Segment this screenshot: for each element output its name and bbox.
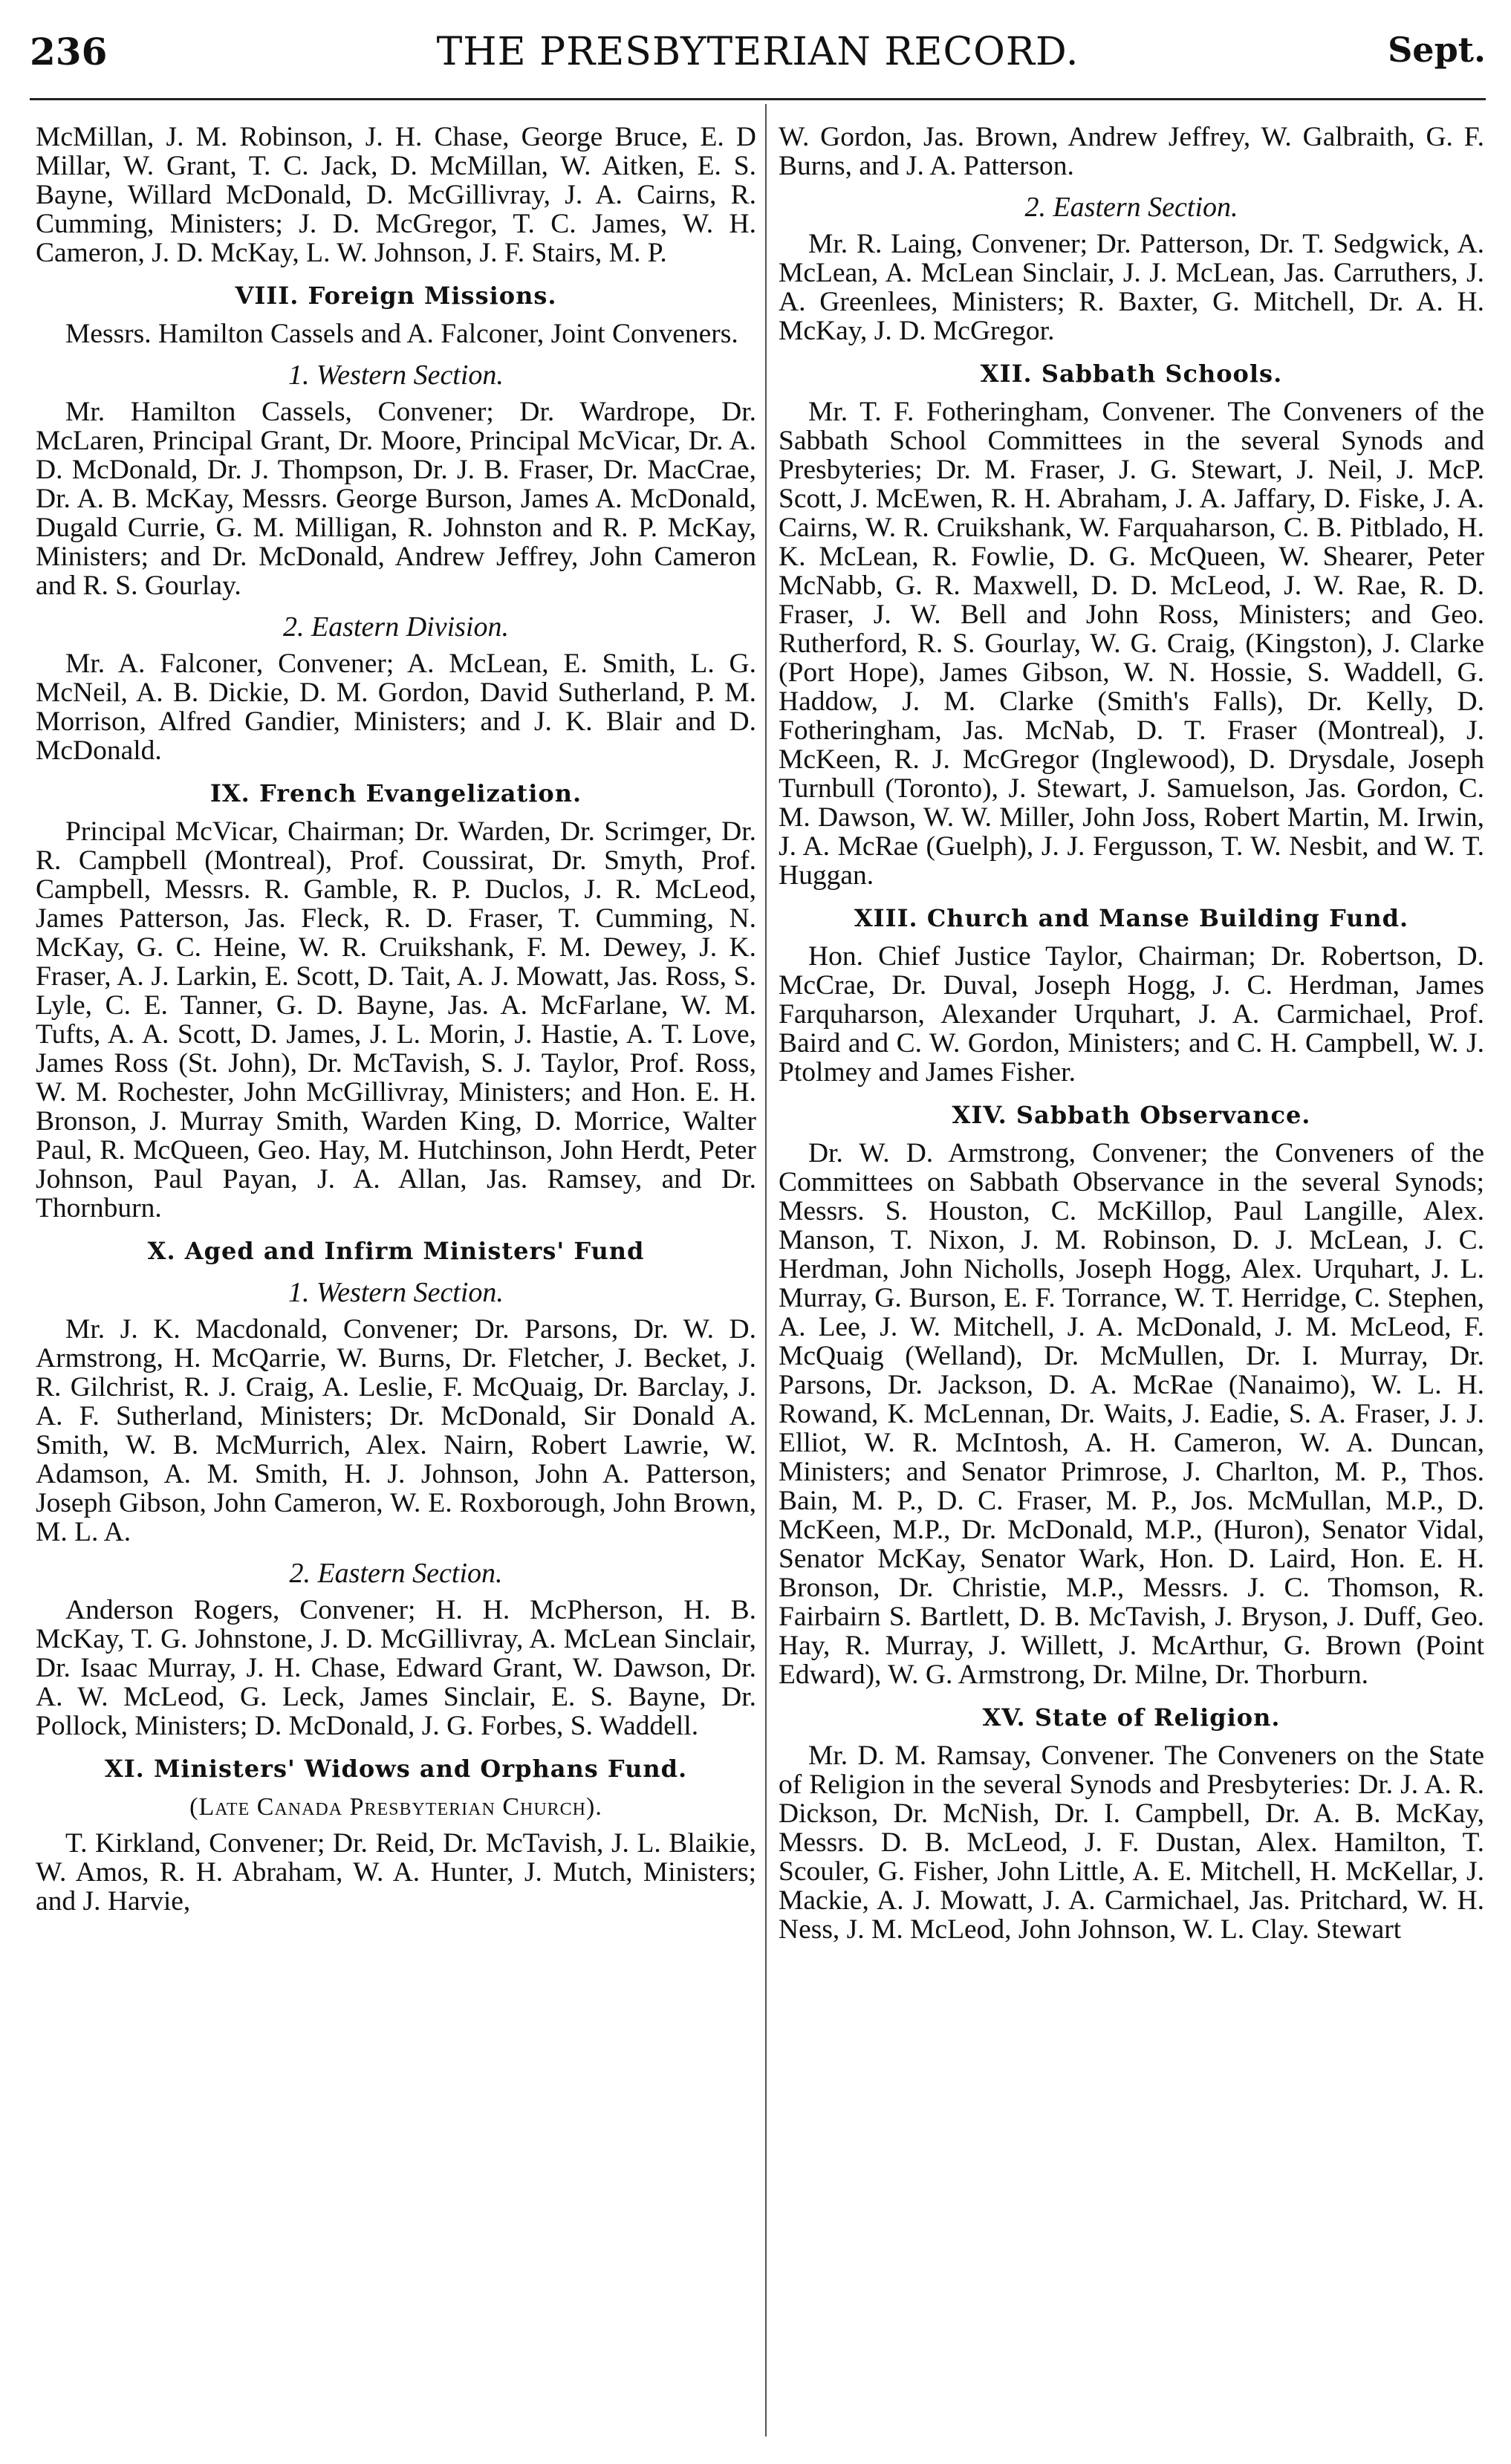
column-divider xyxy=(765,104,767,2437)
section-heading-aged-infirm-fund: X. Aged and Infirm Ministers' Fund xyxy=(147,1237,645,1265)
subsection-heading: 2. Eastern Section. xyxy=(289,1558,503,1589)
continued-paragraph: McMillan, J. M. Robinson, J. H. Chase, George Bruce, E. D Millar, W. Grant, T. C. Jack, D. McMillan, W. Aitken, E. S. Bayne, Willard McDonald, D. McGillivray, J. A. Cairns, R. Cumming, Ministers; J. D. McGregor, T. C. James, W. H. Cameron, J. D. McKay, L. W. Johnson, J. F. Stairs, M. P. xyxy=(36,122,756,268)
committee-paragraph: Mr. T. F. Fotheringham, Convener. The Conveners of the Sabbath School Committees in the several Synods and Presbyteries; Dr. M. Fraser, J. G. Stewart, J. Neil, J. McP. Scott, J. McEwen, R. H. Abraham, J. A. Jaffary, D. Fiske, J. A. Cairns, W. R. Cruikshank, W. Farquaharson, C. B. Pitblado, H. K. McLean, R. Fowlie, D. G. McQueen, W. Shearer, Peter McNabb, G. R. Maxwell, D. D. McLeod, J. W. Rae, R. D. Fraser, J. W. Bell and John Ross, Ministers; and Geo. Rutherford, R. S. Gourlay, W. G. Craig, (Kingston), J. Clarke (Port Hope), James Gibson, W. N. Hossie, S. Waddell, G. Haddow, J. M. Clarke (Smith's Falls), Dr. Kelly, D. Fotheringham, Jas. McNab, D. T. Fraser (Montreal), J. McKeen, R. J. McGregor (Inglewood), D. Drysdale, Joseph Turnbull (Toronto), J. Stewart, J. Samuelson, Jas. Gordon, C. M. Dawson, W. W. Miller, John Joss, Robert Martin, M. Irwin, J. A. McRae (Guelph), J. J. Fergusson, T. W. Nesbit, and W. T. Huggan. xyxy=(779,397,1484,891)
subsection-heading: 1. Western Section. xyxy=(288,360,504,391)
section-heading-church-manse-fund: XIII. Church and Manse Building Fund. xyxy=(854,904,1409,932)
committee-paragraph: Hon. Chief Justice Taylor, Chairman; Dr. Robertson, D. McCrae, Dr. Duval, Joseph Hogg, J. C. Herdman, James Farquharson, Alexander Urquhart, J. A. Carmichael, Prof. Baird and C. W. Gordon, Ministers; and C. H. Campbell, W. J. Ptolmey and James Fisher. xyxy=(779,941,1484,1088)
committee-paragraph: Mr. A. Falconer, Convener; A. McLean, E. Smith, L. G. McNeil, A. B. Dickie, D. M. Gordon, David Sutherland, P. M. Morrison, Alfred Gandier, Ministers; and J. K. Blair and D. McDonald. xyxy=(36,648,756,766)
section-heading-foreign-missions: VIII. Foreign Missions. xyxy=(235,282,557,310)
committee-paragraph: Mr. R. Laing, Convener; Dr. Patterson, Dr. T. Sedgwick, A. McLean, A. McLean Sinclair, J. J. McLean, Jas. Carruthers, J. A. Greenlees, Ministers; R. Baxter, G. Mitchell, Dr. A. H. McKay, J. D. McGregor. xyxy=(779,229,1484,346)
subsection-heading: 2. Eastern Section. xyxy=(1024,192,1238,223)
committee-paragraph: Anderson Rogers, Convener; H. H. McPherson, H. B. McKay, T. G. Johnstone, J. D. McGillivray, A. McLean Sinclair, Dr. Isaac Murray, J. H. Chase, Edward Grant, W. Dawson, Dr. A. W. McLeod, G. Leck, James Sinclair, E. S. Bayne, Dr. Pollock, Ministers; D. McDonald, J. G. Forbes, S. Waddell. xyxy=(36,1595,756,1741)
journal-title: THE PRESBYTERIAN RECORD. xyxy=(436,30,1079,74)
subsection-heading: 1. Western Section. xyxy=(288,1277,504,1308)
page-number: 236 xyxy=(30,30,108,74)
running-header xyxy=(30,30,1486,89)
committee-paragraph: Mr. Hamilton Cassels, Convener; Dr. Wardrope, Dr. McLaren, Principal Grant, Dr. Moore, Principal McVicar, Dr. A. D. McDonald, Dr. J. Thompson, Dr. J. B. Fraser, Dr. MacCrae, Dr. A. B. McKay, Messrs. George Burson, James A. McDonald, Dugald Currie, G. M. Milligan, R. Johnston and R. P. McKay, Ministers; and Dr. McDonald, Andrew Jeffrey, John Cameron and R. S. Gourlay. xyxy=(36,397,756,601)
section-subtitle: (Late Canada Presbyterian Church). xyxy=(189,1793,602,1821)
section-heading-sabbath-observance: XIV. Sabbath Observance. xyxy=(952,1101,1311,1129)
committee-paragraph: Principal McVicar, Chairman; Dr. Warden, Dr. Scrimger, Dr. R. Campbell (Montreal), Prof. Coussirat, Dr. Smyth, Prof. Campbell, Messrs. R. Gamble, R. P. Duclos, J. R. McLeod, James Patterson, Jas. Fleck, R. D. Fraser, T. Cumming, N. McKay, G. C. Heine, W. R. Cruikshank, F. M. Dewey, J. K. Fraser, A. J. Larkin, E. Scott, D. Tait, A. J. Mowatt, Jas. Ross, S. Lyle, C. E. Tanner, G. D. Bayne, Jas. A. McFarlane, W. M. Tufts, A. A. Scott, D. James, J. L. Morin, J. Hastie, A. T. Love, James Ross (St. John), Dr. McTavish, S. J. Taylor, Prof. Ross, W. M. Rochester, John McGillivray, Ministers; and Hon. E. H. Bronson, J. Murray Smith, Warden King, D. Morrice, Walter Paul, R. McQueen, Geo. Hay, M. Hutchinson, John Herdt, Peter Johnson, Paul Payan, J. A. Allan, Jas. Ramsey, and Dr. Thornburn. xyxy=(36,816,756,1223)
header-month: Sept. xyxy=(1388,30,1486,70)
section-heading-french-evangelization: IX. French Evangelization. xyxy=(209,779,582,807)
committee-paragraph: T. Kirkland, Convener; Dr. Reid, Dr. McTavish, J. L. Blaikie, W. Amos, R. H. Abraham, W. A. Hunter, J. Mutch, Ministers; and J. Harvie, xyxy=(36,1828,756,1917)
header-rule xyxy=(30,98,1486,100)
committee-paragraph: Dr. W. D. Armstrong, Convener; the Conveners of the Committees on Sabbath Observance in the several Synods; Messrs. S. Houston, C. McKillop, Paul Langille, Alex. Manson, T. Nixon, J. M. Robinson, D. J. McLean, J. C. Herdman, John Nicholls, Joseph Hogg, Alex. Urquhart, J. L. Murray, G. Burson, E. F. Torrance, W. T. Herridge, C. Stephen, A. Lee, J. W. Mitchell, J. A. McDonald, J. M. McLeod, F. McQuaig (Welland), Dr. McMullen, Dr. I. Murray, Dr. Parsons, Dr. Jackson, D. A. McRae (Nanaimo), W. L. H. Rowand, K. McLennan, Dr. Waits, J. Eadie, S. A. Fraser, J. J. Elliot, W. R. McIntosh, A. H. Cameron, W. A. Duncan, Ministers; and Senator Primrose, J. Charlton, M. P., Thos. Bain, M. P., D. C. Fraser, M. P., Jos. McMullan, M.P., D. McKeen, M.P., Dr. McDonald, M.P., (Huron), Senator Vidal, Senator McKay, Senator Wark, Hon. D. Laird, Hon. E. H. Bronson, Dr. Christie, M.P., Messrs. J. C. Thomson, R. Fairbairn S. Bartlett, D. B. McTavish, J. Bryson, J. Duff, Geo. Hay, R. Murray, J. Willett, J. McArthur, G. Brown (Point Edward), W. G. Armstrong, Dr. Milne, Dr. Thorburn. xyxy=(779,1138,1484,1690)
section-heading-sabbath-schools: XII. Sabbath Schools. xyxy=(980,360,1283,388)
section-intro: Messrs. Hamilton Cassels and A. Falconer, Joint Conveners. xyxy=(65,319,738,349)
left-column xyxy=(36,123,756,1916)
committee-paragraph: Mr. D. M. Ramsay, Convener. The Conveners on the State of Religion in the several Synods and Presbyteries: Dr. J. A. R. Dickson, Dr. McNish, Dr. I. Campbell, Dr. A. B. McKay, Messrs. D. B. McLeod, J. F. Dustan, Alex. Hamilton, T. Scouler, G. Fisher, John Little, A. E. Mitchell, H. McKellar, J. Mackie, A. J. Mowatt, J. A. Carmichael, Jas. Pritchard, W. H. Ness, J. M. McLeod, John Johnson, W. L. Clay. Stewart xyxy=(779,1740,1484,1945)
section-heading-state-of-religion: XV. State of Religion. xyxy=(982,1703,1281,1732)
continued-paragraph: W. Gordon, Jas. Brown, Andrew Jeffrey, W. Galbraith, G. F. Burns, and J. A. Patterson. xyxy=(779,122,1484,181)
right-column xyxy=(779,123,1484,1944)
committee-paragraph: Mr. J. K. Macdonald, Convener; Dr. Parsons, Dr. W. D. Armstrong, H. McQarrie, W. Burns, Dr. Fletcher, J. Becket, J. R. Gilchrist, R. J. Craig, A. Leslie, F. McQuaig, Dr. Barclay, J. A. F. Sutherland, Ministers; Dr. McDonald, Sir Donald A. Smith, W. B. McMurrich, Alex. Nairn, Robert Lawrie, W. Adamson, A. M. Smith, H. J. Johnson, John A. Patterson, Joseph Gibson, John Cameron, W. E. Roxborough, John Brown, M. L. A. xyxy=(36,1314,756,1547)
section-heading-widows-orphans-fund: XI. Ministers' Widows and Orphans Fund. xyxy=(104,1755,688,1783)
subsection-heading: 2. Eastern Division. xyxy=(283,611,509,643)
